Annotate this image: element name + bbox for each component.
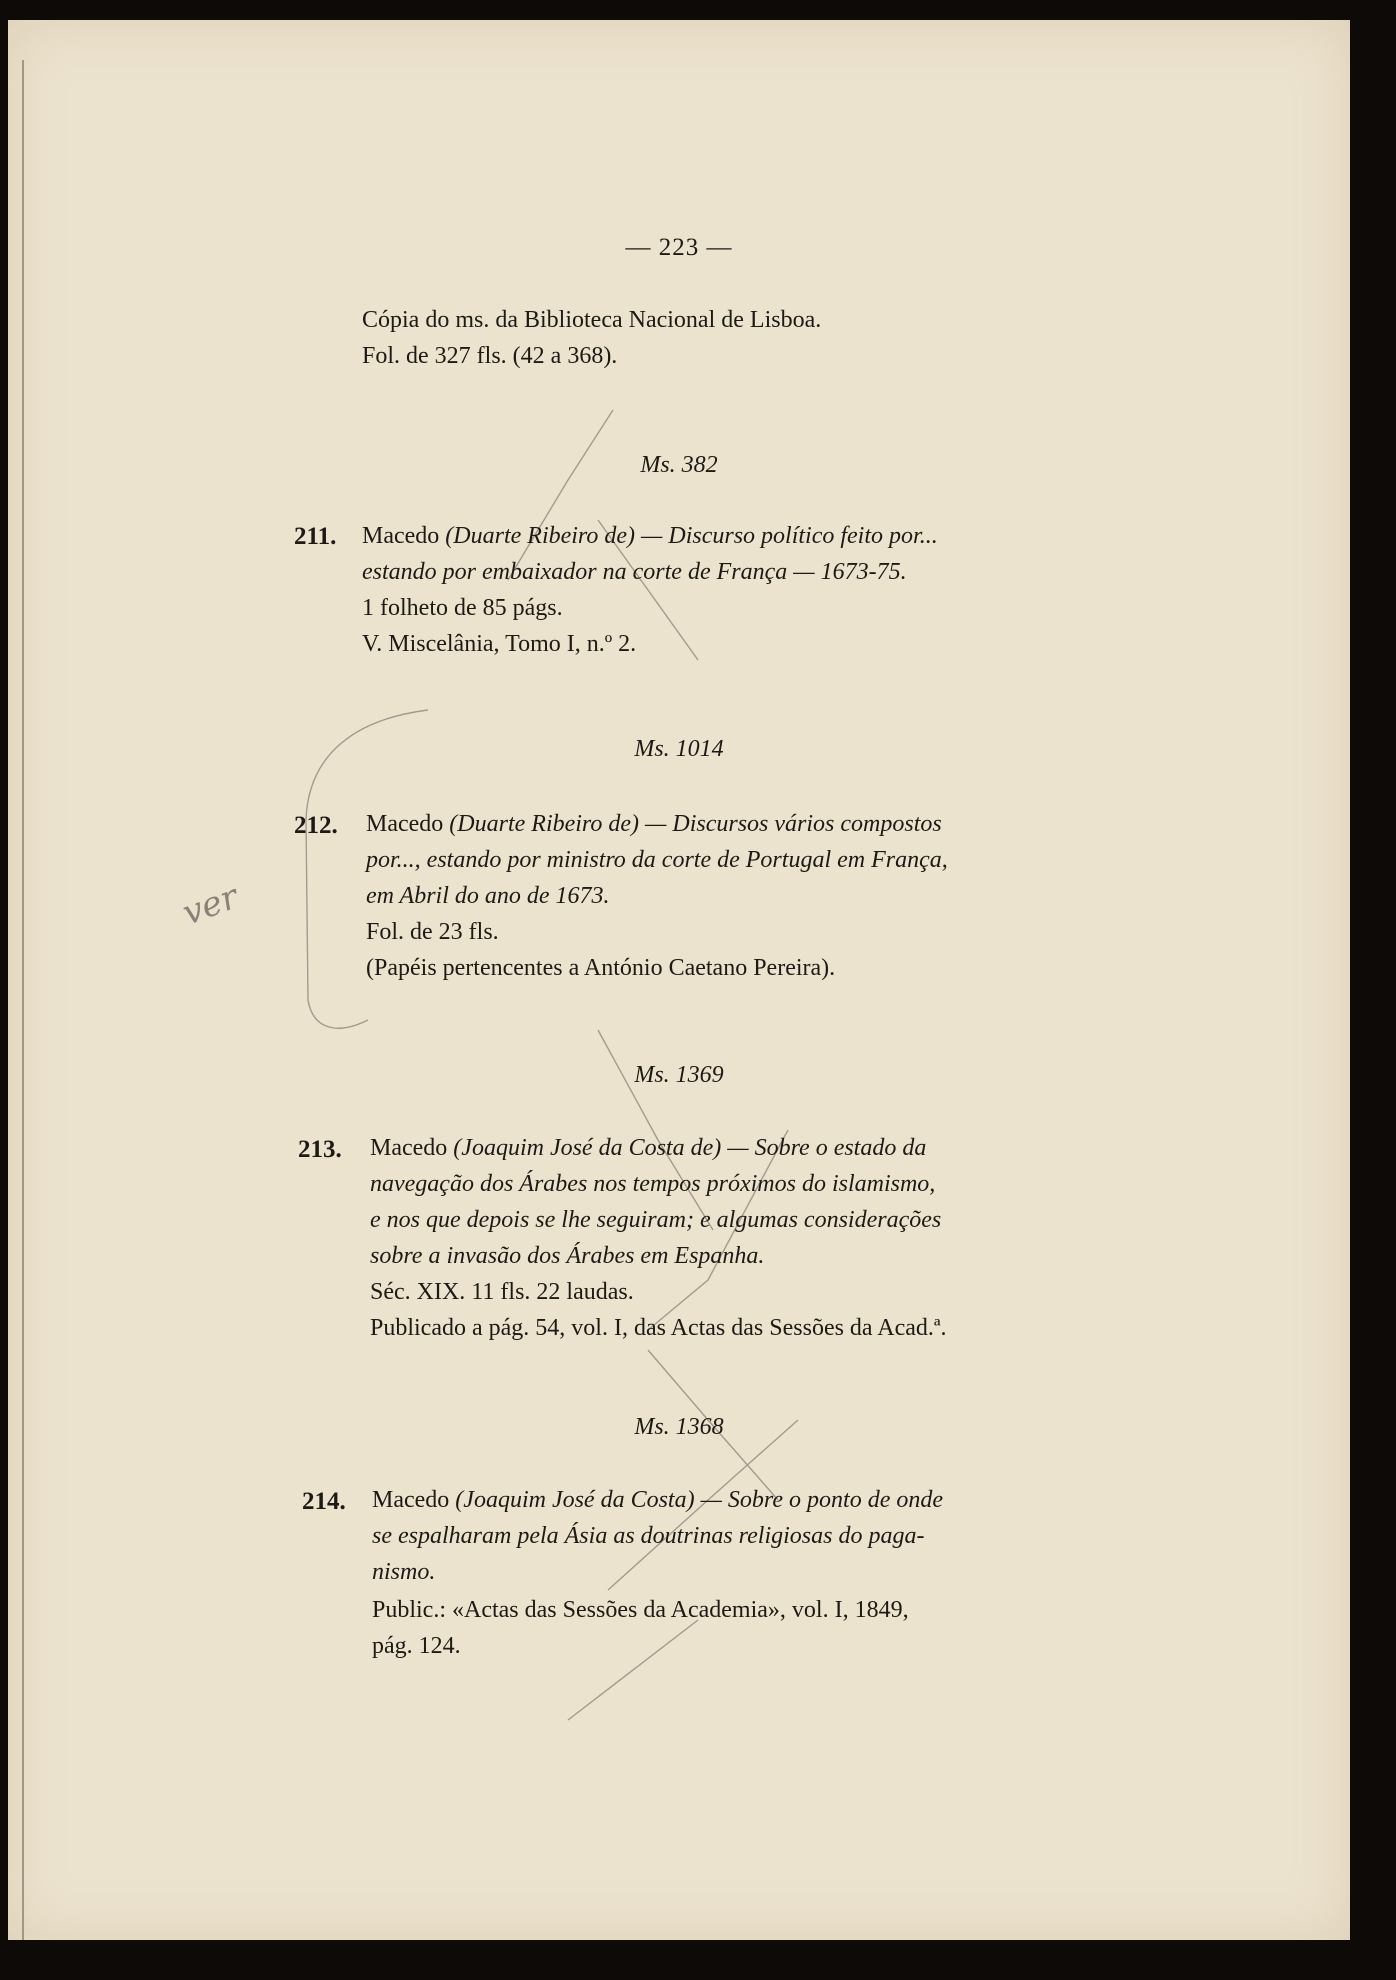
- entry-213-author: Macedo: [370, 1135, 448, 1161]
- entry-213-line-4: sobre a invasão dos Árabes em Espanha.: [370, 1243, 765, 1269]
- entry-211-line-2: estando por embaixador na corte de França — 1673-75.: [362, 559, 907, 585]
- entry-number-212: 212.: [294, 812, 338, 839]
- entry-214-line-4: Public.: «Actas das Sessões da Academia», vol. I, 1849,: [372, 1597, 909, 1623]
- entry-213-title-1: (Joaquim José da Costa de) — Sobre o estado da: [453, 1135, 927, 1161]
- entry-211-author: Macedo: [362, 523, 440, 549]
- entry-214-title-1: (Joaquim José da Costa) — Sobre o ponto de onde: [455, 1487, 944, 1513]
- entry-214-line-5: pág. 124.: [372, 1633, 461, 1659]
- entry-number-213: 213.: [298, 1136, 342, 1163]
- entry-212-line-2: por..., estando por ministro da corte de Portugal em França,: [366, 847, 948, 873]
- ms-heading-1368: Ms. 1368: [634, 1414, 724, 1440]
- entry-214-line-1: [372, 1488, 943, 1512]
- document-page: [8, 20, 1350, 1940]
- entry-214-line-3: nismo.: [372, 1559, 436, 1585]
- entry-212-line-4: Fol. de 23 fls.: [366, 919, 499, 945]
- entry-213-line-3: e nos que depois se lhe seguiram; e algumas considerações: [370, 1207, 942, 1233]
- page-number: — 223 —: [625, 234, 733, 261]
- entry-number-214: 214.: [302, 1488, 346, 1515]
- page-edge-line: [22, 60, 24, 1940]
- entry-211-line-1: [362, 524, 938, 548]
- entry-number-211: 211.: [294, 523, 337, 550]
- entry-212-line-1: [366, 812, 942, 836]
- entry-214-line-2: se espalharam pela Ásia as doutrinas religiosas do paga-: [372, 1523, 925, 1549]
- ms-heading-382: Ms. 382: [640, 452, 718, 478]
- margin-note: ver: [177, 876, 244, 934]
- intro-line-1: Cópia do ms. da Biblioteca Nacional de Lisboa.: [362, 307, 822, 333]
- entry-212-line-5: (Papéis pertencentes a António Caetano Pereira).: [366, 955, 836, 981]
- entry-213-line-2: navegação dos Árabes nos tempos próximos do islamismo,: [370, 1171, 936, 1197]
- entry-212-author: Macedo: [366, 811, 444, 837]
- entry-212-line-3: em Abril do ano de 1673.: [366, 883, 610, 909]
- entry-213-line-5: Séc. XIX. 11 fls. 22 laudas.: [370, 1279, 634, 1305]
- entry-214-author: Macedo: [372, 1487, 450, 1513]
- entry-212-title-1: (Duarte Ribeiro de) — Discursos vários compostos: [449, 811, 942, 837]
- entry-211-line-4: V. Miscelânia, Tomo I, n.º 2.: [362, 631, 637, 657]
- entry-213-line-1: [370, 1136, 926, 1160]
- entry-213-line-6: Publicado a pág. 54, vol. I, das Actas das Sessões da Acad.ª.: [370, 1315, 947, 1341]
- ms-heading-1014: Ms. 1014: [634, 736, 724, 762]
- intro-line-2: Fol. de 327 fls. (42 a 368).: [362, 343, 618, 369]
- ms-heading-1369: Ms. 1369: [634, 1062, 724, 1088]
- entry-211-title-1: (Duarte Ribeiro de) — Discurso político feito por...: [445, 523, 938, 549]
- entry-211-line-3: 1 folheto de 85 págs.: [362, 595, 563, 621]
